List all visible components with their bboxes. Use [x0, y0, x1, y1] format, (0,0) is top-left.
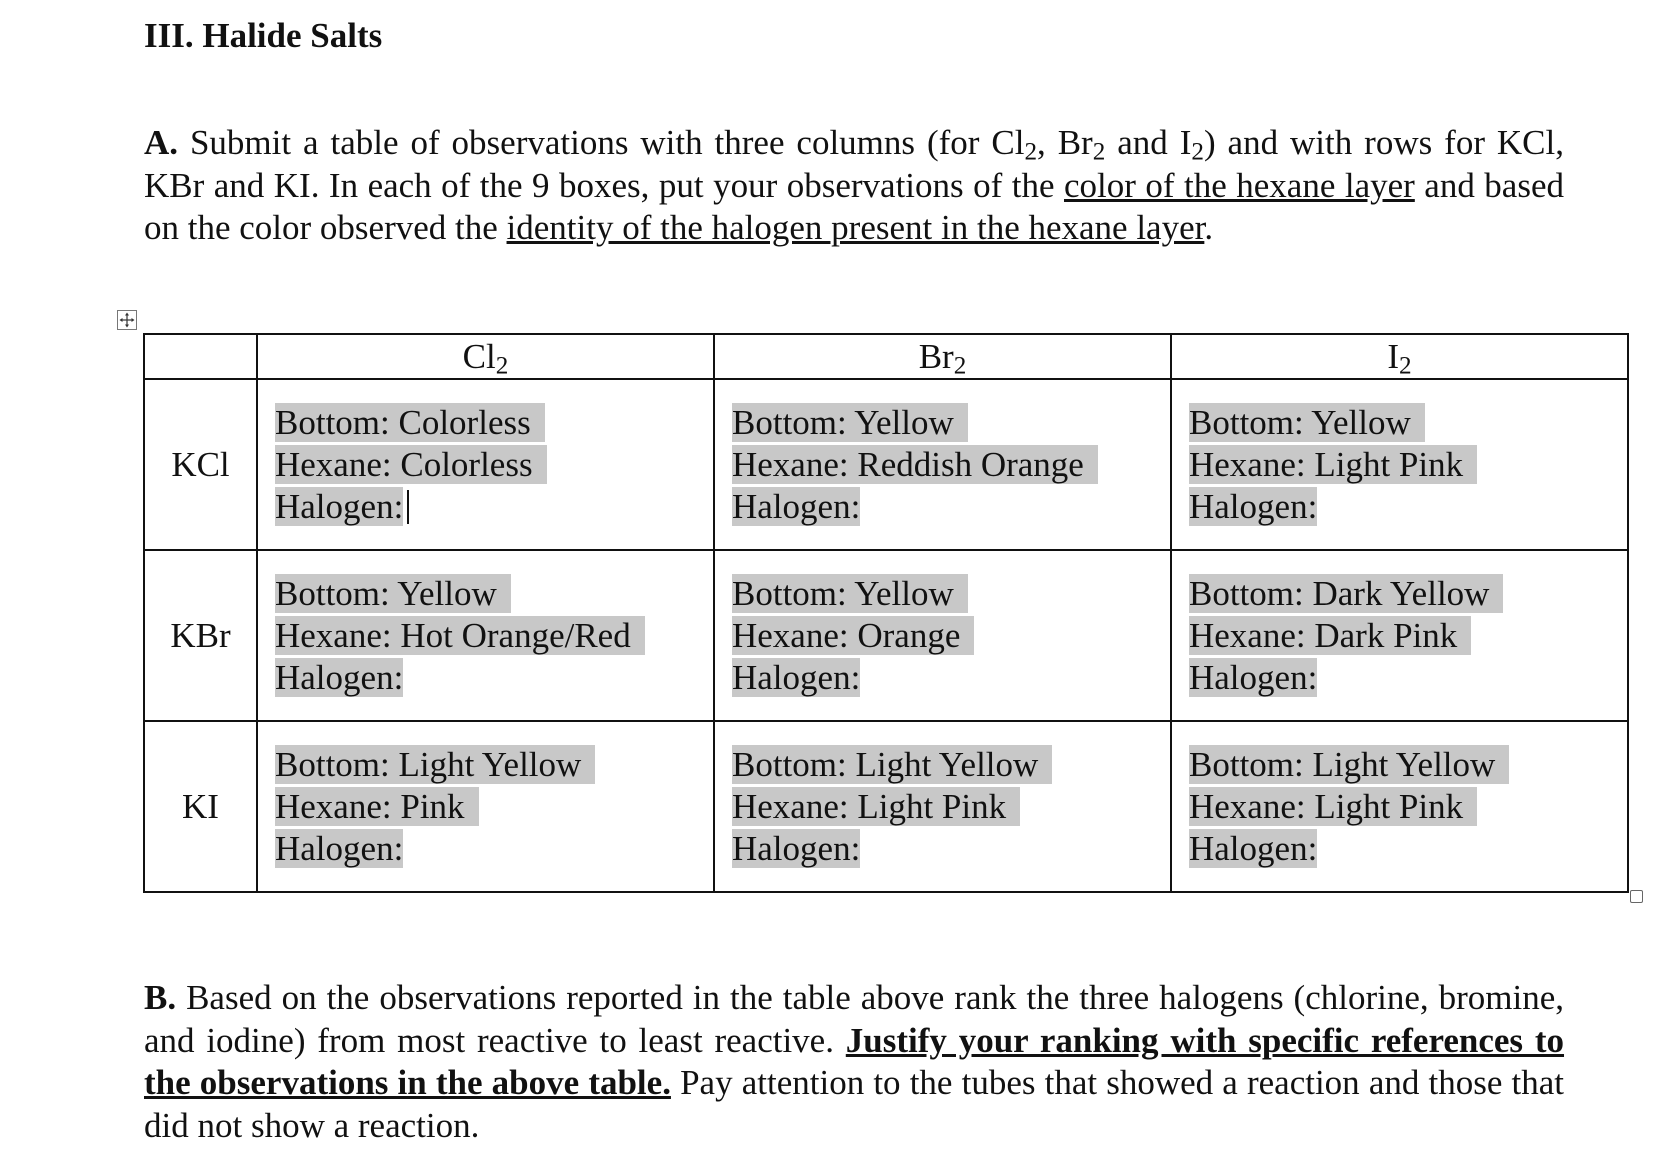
part-a-subscript: 2	[1191, 138, 1204, 166]
part-a-instructions	[144, 122, 1564, 250]
bottom-observation: Bottom: Yellow	[732, 574, 968, 613]
text-cursor	[407, 490, 409, 524]
halogen-observation: Halogen:	[1189, 486, 1318, 526]
bottom-observation: Bottom: Dark Yellow	[1189, 574, 1503, 613]
hexane-observation: Hexane: Pink	[275, 787, 479, 826]
observation-cell[interactable]	[714, 379, 1171, 550]
row-header-kbr[interactable]: KBr	[144, 550, 257, 721]
row-header-kcl[interactable]: KCl	[144, 379, 257, 550]
hexane-observation: Hexane: Hot Orange/Red	[275, 616, 645, 655]
part-b-emphasis: Justify your ranking with specific references to the observations in the above table.	[144, 1020, 1565, 1102]
hexane-observation: Hexane: Light Pink	[1189, 445, 1477, 484]
hexane-observation: Hexane: Colorless	[275, 445, 547, 484]
part-a-label: A.	[144, 123, 179, 162]
four-arrow-move-icon[interactable]	[117, 310, 137, 330]
observation-cell[interactable]	[1171, 379, 1628, 550]
part-a-text: and I	[1105, 123, 1192, 162]
section-title: III. Halide Salts	[144, 16, 383, 55]
bottom-observation: Bottom: Yellow	[275, 574, 511, 613]
bottom-observation: Bottom: Yellow	[732, 403, 968, 442]
hexane-observation: Hexane: Reddish Orange	[732, 445, 1098, 484]
part-a-text: , Br	[1037, 123, 1093, 162]
square-resize-handle-icon[interactable]	[1630, 890, 1643, 903]
bottom-observation: Bottom: Light Yellow	[732, 745, 1052, 784]
halogen-observation: Halogen:	[732, 657, 861, 697]
part-b-label: B.	[144, 978, 177, 1017]
hexane-observation: Hexane: Light Pink	[732, 787, 1020, 826]
observation-cell[interactable]	[257, 550, 714, 721]
column-header-br2[interactable]: $Br_2$	[714, 334, 1171, 379]
part-a-text: and based on the color observed the	[144, 165, 1564, 247]
part-a-text: .	[1204, 208, 1214, 247]
part-a-underlined-text: identity of the halogen present in the hexane layer	[506, 208, 1205, 247]
table-row	[144, 550, 1628, 721]
part-a-subscript: 2	[1024, 138, 1038, 166]
observation-cell[interactable]	[1171, 721, 1628, 892]
bottom-observation: Bottom: Yellow	[1189, 403, 1425, 442]
row-header-ki[interactable]: KI	[144, 721, 257, 892]
part-b-instructions	[144, 977, 1564, 1147]
hexane-observation: Hexane: Orange	[732, 616, 974, 655]
observations-table	[143, 333, 1629, 893]
bottom-observation: Bottom: Light Yellow	[275, 745, 595, 784]
observation-cell[interactable]	[1171, 550, 1628, 721]
halogen-observation: Halogen:	[732, 486, 861, 526]
halogen-observation: Halogen:	[1189, 828, 1318, 868]
table-header-row	[144, 334, 1628, 379]
halogen-observation: Halogen:	[275, 486, 404, 526]
bottom-observation: Bottom: Colorless	[275, 403, 545, 442]
observation-cell[interactable]	[714, 550, 1171, 721]
column-header-i2[interactable]: $I_2$	[1171, 334, 1628, 379]
part-b-text: Based on the observations reported in the table above rank the three halogens (chlorine, bromine, and iodine) from most reactive to least reactive.	[144, 978, 1564, 1060]
observation-cell[interactable]	[257, 379, 714, 550]
observation-cell[interactable]	[257, 721, 714, 892]
halogen-observation: Halogen:	[1189, 657, 1318, 697]
hexane-observation: Hexane: Dark Pink	[1189, 616, 1471, 655]
table-corner-cell[interactable]	[144, 334, 257, 379]
halogen-observation: Halogen:	[275, 828, 404, 868]
bottom-observation: Bottom: Light Yellow	[1189, 745, 1509, 784]
table-row	[144, 379, 1628, 550]
part-a-text: Submit a table of observations with three columns (for Cl	[178, 123, 1025, 162]
part-b-text: Pay attention to the tubes that showed a reaction and those that did not show a reaction.	[144, 1063, 1564, 1145]
halogen-observation: Halogen:	[732, 828, 861, 868]
part-a-text: ) and with rows for KCl, KBr and KI. In each of the 9 boxes, put your observations of the	[144, 123, 1565, 205]
observation-cell[interactable]	[714, 721, 1171, 892]
part-a-subscript: 2	[1092, 138, 1106, 166]
hexane-observation: Hexane: Light Pink	[1189, 787, 1477, 826]
table-row	[144, 721, 1628, 892]
part-a-underlined-text: color of the hexane layer	[1064, 165, 1415, 205]
column-header-cl2[interactable]: $Cl_2$	[257, 334, 714, 379]
halogen-observation: Halogen:	[275, 657, 404, 697]
